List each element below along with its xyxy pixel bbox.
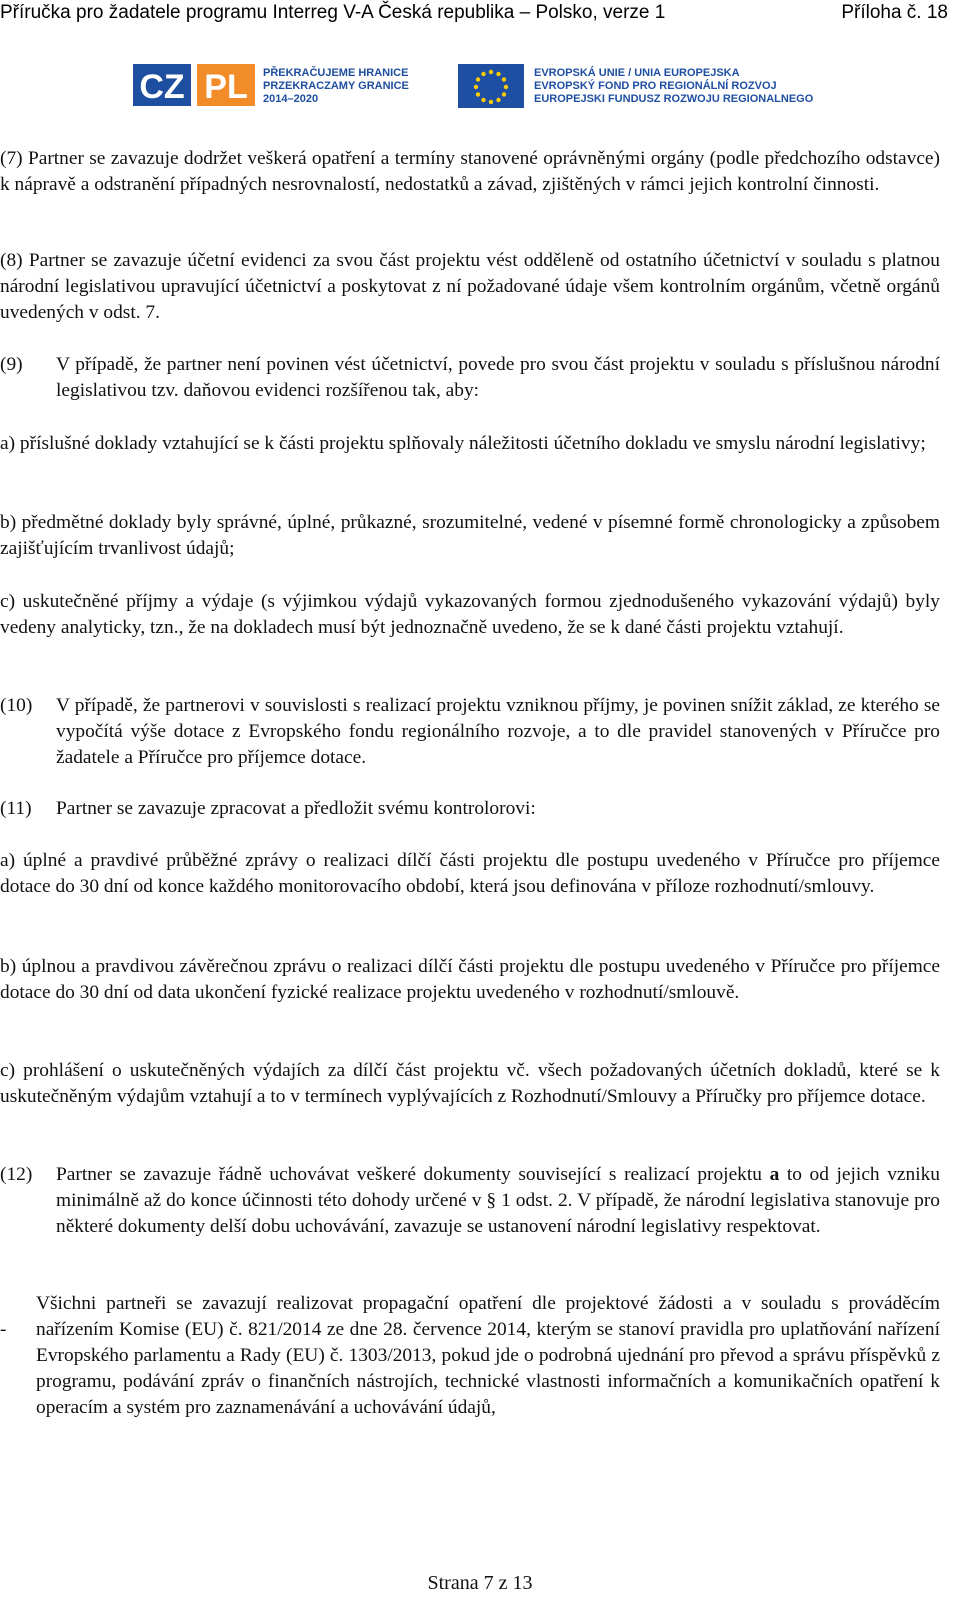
paragraph-9-number: (9) xyxy=(0,354,23,375)
paragraph-9-text: V případě, že partner není povinen vést účetnictví, povede pro svou část projektu v souladu s příslušnou národní legislativou tzv. daňovou evidenci rozšířenou tak, aby: xyxy=(56,354,940,401)
paragraph-11-item-a-text: a) úplné a pravdivé průběžné zprávy o realizaci dílčí části projektu dle postupu uvedeného v Příručce pro příjemce dotace do 30 dní od konce každého monitorovacího období, která jsou definována v příloze rozhodnutí/smlouvy. xyxy=(0,850,940,897)
paragraph-9-item-a xyxy=(0,431,940,457)
dash-bullet: - xyxy=(0,1319,7,1340)
logo-eu-line3: EUROPEJSKI FUNDUSZ ROZWOJU REGIONALNEGO xyxy=(534,93,814,105)
paragraph-11-item-a xyxy=(0,848,940,900)
paragraph-10-number: (10) xyxy=(0,695,33,716)
paragraph-10-text: V případě, že partnerovi v souvislosti s realizací projektu vzniknou příjmy, je povinen snížit základ, ze kterého se vypočítá výše dotace z Evropského fondu regionálního rozvoje, a to dle pravidel stanovených v Příručce pro žadatele a Příručce pro příjemce dotace. xyxy=(56,695,940,768)
paragraph-8-text: (8) Partner se zavazuje účetní evidenci za svou část projektu vést odděleně od ostatního účetnictví v souladu s platnou národní legislativou upravující účetnictví a poskytovat z ní požadované údaje všem kontrolním orgánům, včetně orgánů uvedených v odst. 7. xyxy=(0,250,940,323)
paragraph-11 xyxy=(0,796,940,822)
paragraph-9-item-b-text: b) předmětné doklady byly správné, úplné, průkazné, srozumitelné, vedené v písemné formě chronologicky a způsobem zajišťujícím trvanlivost údajů; xyxy=(0,512,940,559)
paragraph-9-item-c-text: c) uskutečněné příjmy a výdaje (s výjimkou výdajů vykazovaných formou zjednodušeného vykazování výdajů) byly vedeny analyticky, tzn., že na dokladech musí být jednoznačně uvedeno, že se k dané části projektu vztahují. xyxy=(0,591,940,638)
paragraph-12-text-start: Partner se zavazuje řádně uchovávat veškeré dokumenty související s realizací projektu xyxy=(56,1164,770,1185)
paragraph-11-item-c xyxy=(0,1058,940,1110)
paragraph-10 xyxy=(0,693,940,771)
paragraph-11-item-b-text: b) úplnou a pravdivou závěrečnou zprávu o realizaci dílčí části projektu dle postupu uvedeného v Příručce pro příjemce dotace do 30 dní od data ukončení fyzické realizace projektu uvedeného v rozhodnutí/smlouvě. xyxy=(0,956,940,1003)
dash-paragraph xyxy=(0,1291,940,1421)
header-title: Příručka pro žadatele programu Interreg V-A Česká republika – Polsko, verze 1 xyxy=(0,2,666,23)
paragraph-7-text: (7) Partner se zavazuje dodržet veškerá opatření a termíny stanovené oprávněnými orgány (podle předchozího odstavce) k nápravě a odstranění případných nesrovnalostí, nedostatků a závad, zjištěných v rámci jejich kontrolní činnosti. xyxy=(0,148,940,195)
paragraph-11-text: Partner se zavazuje zpracovat a předložit svému kontrolorovi: xyxy=(56,798,536,819)
page-footer xyxy=(0,1572,960,1595)
dash-paragraph-text: Všichni partneři se zavazují realizovat propagační opatření dle projektové žádosti a v souladu s prováděcím nařízením Komise (EU) č. 821/2014 ze dne 28. července 2014, kterým se stanoví pravidla pro uplatňování nařízení Evropského parlamentu a Rady (EU) č. 1303/2013, pokud jde o podrobná ujednání pro převod a správu příspěvků z programu, podávání zpráv o finančních nástrojích, technické vlastnosti informačních a komunikačních opatření k operacím a systém pro zaznamenávání a uchovávání údajů, xyxy=(36,1293,940,1418)
logo-czpl-line3: 2014–2020 xyxy=(263,93,319,105)
eu-erdf-logo xyxy=(458,62,858,112)
logo-eu-line2: EVROPSKÝ FOND PRO REGIONÁLNÍ ROZVOJ xyxy=(534,80,777,92)
logo-czpl-line1: PŘEKRAČUJEME HRANICE xyxy=(263,67,409,79)
running-header xyxy=(0,2,948,24)
paragraph-9-item-b xyxy=(0,510,940,562)
paragraph-12-number: (12) xyxy=(0,1164,33,1185)
paragraph-8 xyxy=(0,248,940,326)
paragraph-12-bold-a: a xyxy=(769,1164,780,1185)
page-number: Strana 7 z 13 xyxy=(427,1572,533,1594)
paragraph-7 xyxy=(0,146,940,198)
paragraph-11-item-c-text: c) prohlášení o uskutečněných výdajích za dílčí část projektu vč. všech požadovaných účetních dokladů, které se k uskutečněným výdajům vztahují a to v termínech vyplývajících z Rozhodnutí/Smlouvy a Příručky pro příjemce dotace. xyxy=(0,1060,940,1107)
interreg-czpl-logo xyxy=(133,62,443,112)
logo-mark-cz: CZ xyxy=(139,68,185,106)
paragraph-9 xyxy=(0,352,940,404)
paragraph-9-item-c xyxy=(0,589,940,641)
header-attachment-label: Příloha č. 18 xyxy=(841,2,948,23)
paragraph-12 xyxy=(0,1162,940,1240)
paragraph-12-text xyxy=(56,1162,940,1240)
paragraph-9-item-a-text: a) příslušné doklady vztahující se k části projektu splňovaly náležitosti účetního dokladu ve smyslu národní legislativy; xyxy=(0,433,926,454)
logo-czpl-line2: PRZEKRACZAMY GRANICE xyxy=(263,80,409,92)
paragraph-11-number: (11) xyxy=(0,798,32,819)
logo-eu-line1: EVROPSKÁ UNIE / UNIA EUROPEJSKA xyxy=(534,67,740,79)
paragraph-12-text-end: to od jejich vzniku minimálně až do konce účinnosti této dohody určené v § 1 odst. 2. V případě, že národní legislativa stanovuje pro některé dokumenty delší dobu uchovávání, zavazuje se ustanovení národní legislativy respektovat. xyxy=(56,1164,940,1237)
logo-mark-pl: PL xyxy=(204,68,248,106)
paragraph-11-item-b xyxy=(0,954,940,1006)
